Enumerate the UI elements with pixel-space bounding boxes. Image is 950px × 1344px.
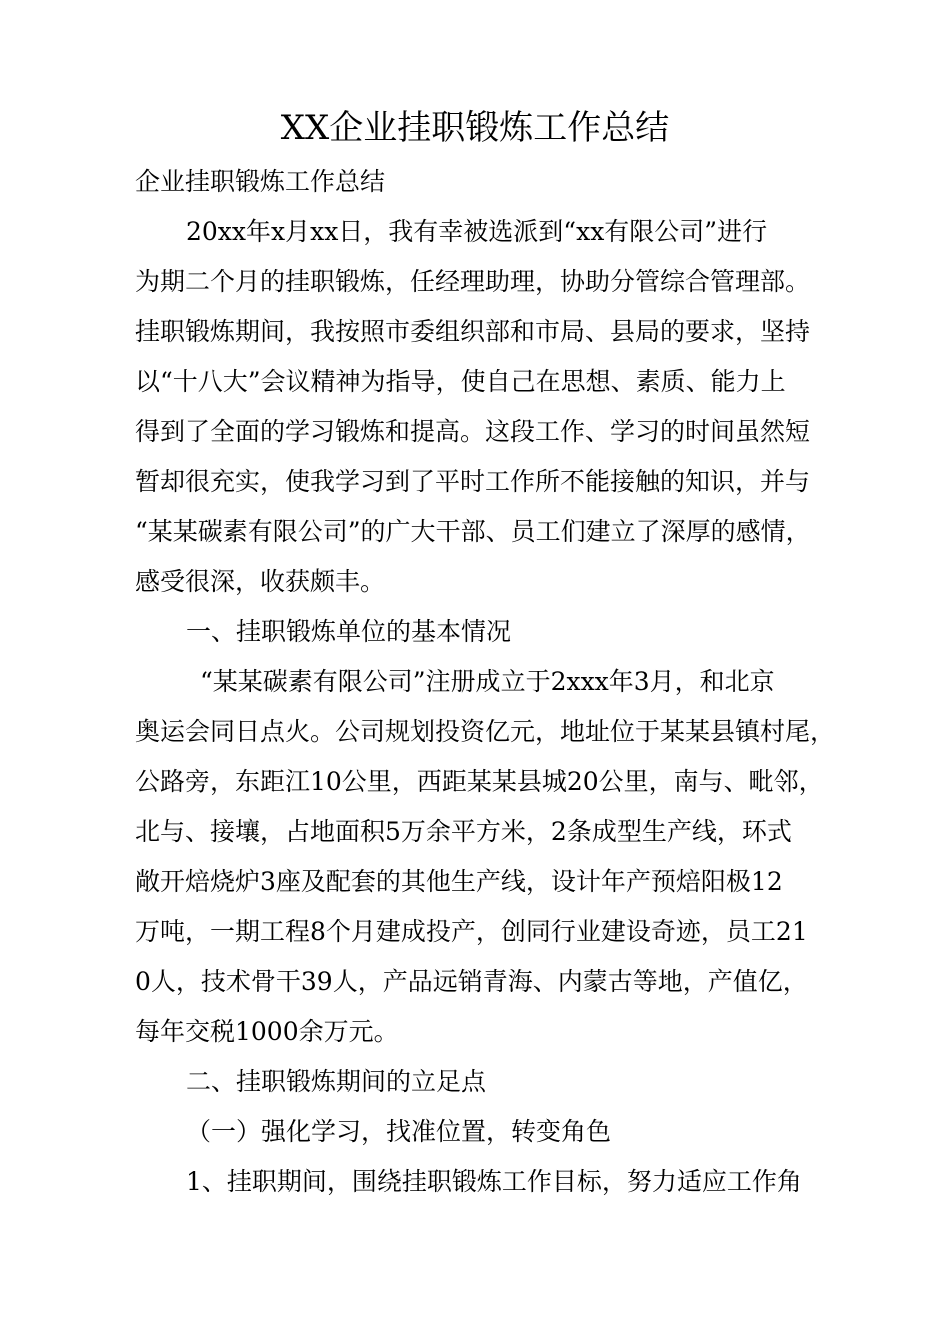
paragraph-line: 敞开焙烧炉3座及配套的其他生产线，设计年产预焙阳极12 xyxy=(135,867,783,896)
paragraph-line: 0人，技术骨干39人，产品远销青海、内蒙古等地，产值亿， xyxy=(135,967,808,996)
section-heading: 二、挂职锻炼期间的立足点 xyxy=(186,1067,487,1096)
section-heading: 一、挂职锻炼单位的基本情况 xyxy=(186,617,512,646)
paragraph-line: 暂却很充实，使我学习到了平时工作所不能接触的知识，并与 xyxy=(135,467,811,496)
paragraph-line: 得到了全面的学习锻炼和提高。这段工作、学习的时间虽然短 xyxy=(135,417,811,446)
paragraph-line: 北与、接壤，占地面积5万余平方米，2条成型生产线，环式 xyxy=(135,817,792,846)
paragraph-line: 为期二个月的挂职锻炼，任经理助理，协助分管综合管理部。 xyxy=(135,267,811,296)
paragraph-line: 奥运会同日点火。公司规划投资亿元，地址位于某某县镇村尾， xyxy=(135,717,836,746)
subtitle-line: 企业挂职锻炼工作总结 xyxy=(135,167,386,196)
paragraph-line: 挂职锻炼期间，我按照市委组织部和市局、县局的要求，坚持 xyxy=(135,317,811,346)
paragraph-line: “某某碳素有限公司”注册成立于2xxx年3月，和北京 xyxy=(200,667,775,696)
paragraph-line: 20xx年x月xx日，我有幸被选派到“xx有限公司”进行 xyxy=(186,217,768,246)
paragraph-line: 1、挂职期间，围绕挂职锻炼工作目标，努力适应工作角 xyxy=(186,1167,802,1196)
paragraph-line: 以“十八大”会议精神为指导，使自己在思想、素质、能力上 xyxy=(135,367,786,396)
paragraph-line: 感受很深，收获颇丰。 xyxy=(135,567,386,596)
paragraph-line: 每年交税1000余万元。 xyxy=(135,1017,399,1046)
paragraph-line: 万吨，一期工程8个月建成投产，创同行业建设奇迹，员工21 xyxy=(135,917,808,946)
subsection-heading: （一）强化学习，找准位置，转变角色 xyxy=(186,1117,612,1146)
paragraph-line: 公路旁，东距江10公里，西距某某县城20公里，南与、毗邻， xyxy=(135,767,824,796)
paragraph-line: “某某碳素有限公司”的广大干部、员工们建立了深厚的感情， xyxy=(135,517,811,546)
document-title: XX企业挂职锻炼工作总结 xyxy=(280,108,670,148)
